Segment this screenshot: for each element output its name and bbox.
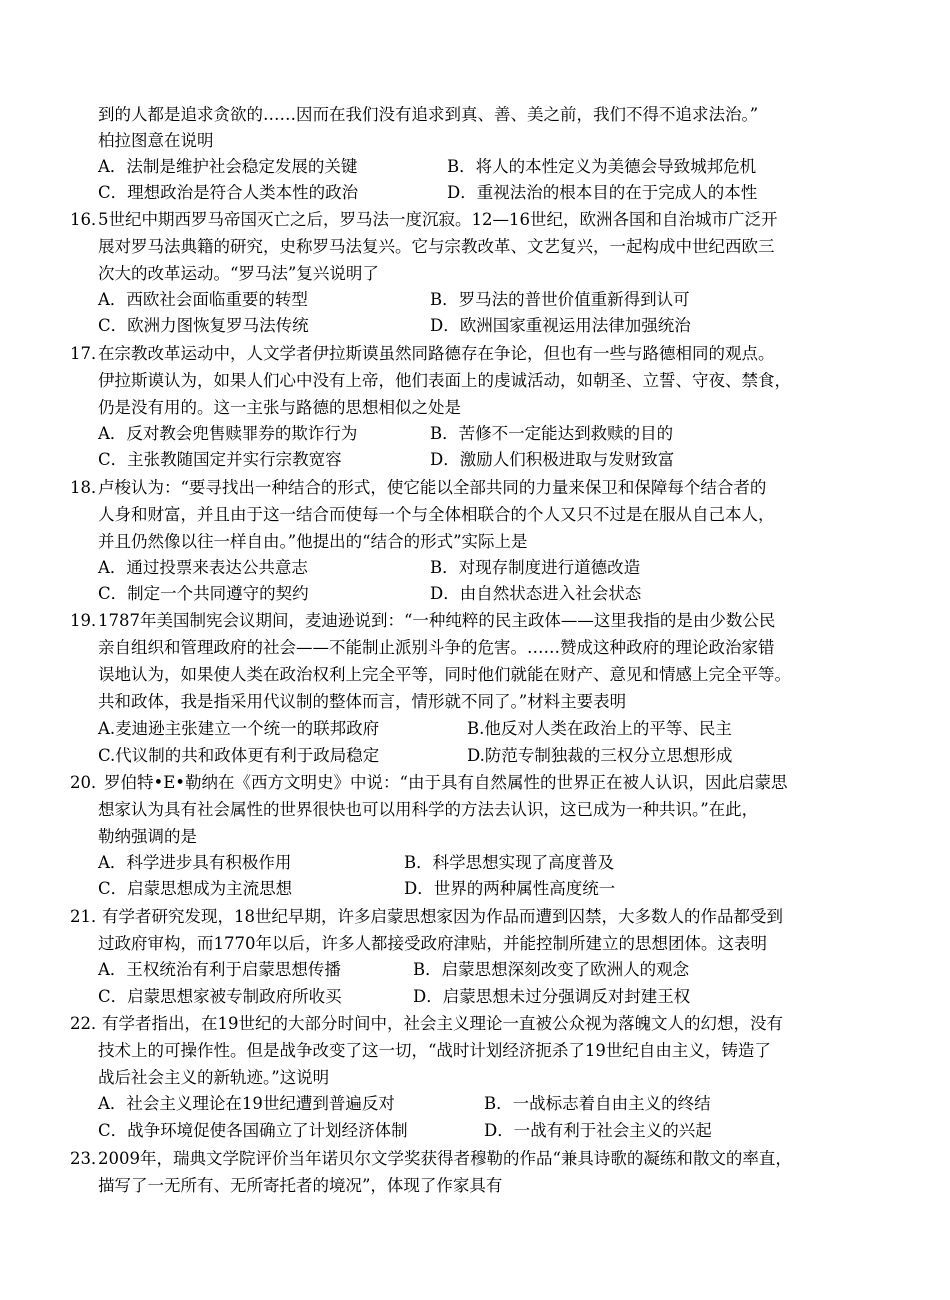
q19-option-b[interactable]: B.他反对人类在政治上的平等、民主 xyxy=(467,719,732,738)
q16-option-a[interactable]: A．西欧社会面临重要的转型 xyxy=(98,290,308,309)
q16-option-d[interactable]: D．欧洲国家重视运用法律加强统治 xyxy=(430,316,691,335)
q15-option-d[interactable]: D．重视法治的根本目的在于完成人的本性 xyxy=(447,183,758,202)
q20-option-d[interactable]: D．世界的两种属性高度统一 xyxy=(404,879,616,898)
q17-text-line-1: 在宗教改革运动中，人文学者伊拉斯谟虽然同路德存在争论，但也有一些与路德相同的观点。 xyxy=(98,344,775,363)
q22-text-line-2: 技术上的可操作性。但是战争改变了这一切，“战时计划经济扼杀了19世纪自由主义，铸造了 xyxy=(98,1041,771,1060)
q19-text-line-3: 误地认为，如果使人类在政治权利上完全平等，同时他们就能在财产、意见和情感上完全平等。 xyxy=(98,665,791,684)
q22-number: 22． xyxy=(70,1014,108,1033)
q17-option-d[interactable]: D．激励人们积极进取与发财致富 xyxy=(430,450,675,469)
q21-number: 21． xyxy=(70,907,108,926)
q19-text-line-2: 亲自组织和管理政府的社会——不能制止派别斗争的危害。……赞成这种政府的理论政治家错 xyxy=(98,638,775,657)
q16-option-c[interactable]: C．欧洲力图恢复罗马法传统 xyxy=(98,316,309,335)
q21-text-line-1: 有学者研究发现，18世纪早期，许多启蒙思想家因为作品而遭到囚禁，大多数人的作品都受到 xyxy=(102,907,783,926)
q20-option-a[interactable]: A．科学进步具有积极作用 xyxy=(98,853,292,872)
q19-option-a[interactable]: A.麦迪逊主张建立一个统一的联邦政府 xyxy=(98,719,380,738)
q21-option-b[interactable]: B．启蒙思想深刻改变了欧洲人的观念 xyxy=(413,960,690,979)
q15-option-c[interactable]: C．理想政治是符合人类本性的政治 xyxy=(98,183,359,202)
q19-text-line-4: 共和政体，我是指采用代议制的整体而言，情形就不同了。”材料主要表明 xyxy=(98,692,627,711)
q18-text-line-2: 人身和财富，并且由于这一结合而使每一个与全体相联合的个人又只不过是在服从自己本人， xyxy=(98,505,775,524)
q22-option-a[interactable]: A．社会主义理论在19世纪遭到普遍反对 xyxy=(98,1094,395,1113)
q22-option-b[interactable]: B．一战标志着自由主义的终结 xyxy=(484,1094,711,1113)
q20-text-line-1: 罗伯特•E•勒纳在《西方文明史》中说：“由于具有自然属性的世界正在被人认识，因此启蒙思 xyxy=(104,773,788,792)
q20-text-line-3: 勒纳强调的是 xyxy=(98,827,197,846)
q16-option-b[interactable]: B．罗马法的普世价值重新得到认可 xyxy=(430,290,690,309)
q23-text-line-1: 2009年，瑞典文学院评价当年诺贝尔文学奖获得者穆勒的作品“兼具诗歌的凝练和散文的率直， xyxy=(98,1149,792,1168)
q15-text-line-1: 到的人都是追求贪欲的……因而在我们没有追求到真、善、美之前，我们不得不追求法治。” xyxy=(98,105,759,124)
q21-option-c[interactable]: C．启蒙思想家被专制政府所收买 xyxy=(98,987,342,1006)
q23-text-line-2: 描写了一无所有、无所寄托者的境况”，体现了作家具有 xyxy=(98,1176,503,1195)
q20-option-c[interactable]: C．启蒙思想成为主流思想 xyxy=(98,879,293,898)
q20-number: 20． xyxy=(70,773,108,792)
q16-text-line-2: 展对罗马法典籍的研究，史称罗马法复兴。它与宗教改革、文艺复兴，一起构成中世纪西欧三 xyxy=(98,237,775,256)
q17-option-c[interactable]: C．主张教随国定并实行宗教宽容 xyxy=(98,450,342,469)
q16-text-line-3: 次大的改革运动。“罗马法”复兴说明了 xyxy=(98,264,379,283)
q19-option-c[interactable]: C.代议制的共和政体更有利于政局稳定 xyxy=(98,746,380,765)
q15-option-b[interactable]: B．将人的本性定义为美德会导致城邦危机 xyxy=(447,157,757,176)
q17-text-line-3: 仍是没有用的。这一主张与路德的思想相似之处是 xyxy=(98,398,461,417)
q18-option-b[interactable]: B．对现存制度进行道德改造 xyxy=(430,558,641,577)
q19-text-line-1: 1787年美国制宪会议期间，麦迪逊说到：“一种纯粹的民主政体——这里我指的是由少数公民 xyxy=(98,611,776,630)
q22-text-line-3: 战后社会主义的新轨迹。”这说明 xyxy=(98,1068,330,1087)
q15-option-a[interactable]: A．法制是维护社会稳定发展的关键 xyxy=(98,157,358,176)
q15-text-line-2: 柏拉图意在说明 xyxy=(98,131,214,150)
q20-text-line-2: 想家认为具有社会属性的世界很快也可以用科学的方法去认识，这已成为一种共识。”在此， xyxy=(98,800,759,819)
q17-text-line-2: 伊拉斯谟认为，如果人们心中没有上帝，他们表面上的虔诚活动，如朝圣、立誓、守夜、禁食， xyxy=(98,371,791,390)
q18-option-c[interactable]: C．制定一个共同遵守的契约 xyxy=(98,584,309,603)
q17-option-a[interactable]: A．反对教会兜售赎罪券的欺诈行为 xyxy=(98,424,358,443)
q20-option-b[interactable]: B．科学思想实现了高度普及 xyxy=(404,853,615,872)
q18-number: 18． xyxy=(70,478,108,497)
q22-option-d[interactable]: D．一战有利于社会主义的兴起 xyxy=(484,1121,712,1140)
q18-text-line-3: 并且仍然像以往一样自由。”他提出的“结合的形式”实际上是 xyxy=(98,532,528,551)
q23-number: 23． xyxy=(70,1149,108,1168)
q21-text-line-2: 过政府审构，而1770年以后，许多人都接受政府津贴，并能控制所建立的思想团体。这表明 xyxy=(98,934,767,953)
q16-text-line-1: 5世纪中期西罗马帝国灭亡之后，罗马法一度沉寂。12—16世纪，欧洲各国和自治城市广泛开 xyxy=(98,210,778,229)
q16-number: 16． xyxy=(70,210,108,229)
q21-option-a[interactable]: A．王权统治有利于启蒙思想传播 xyxy=(98,960,341,979)
q18-option-d[interactable]: D．由自然状态进入社会状态 xyxy=(430,584,642,603)
q22-option-c[interactable]: C．战争环境促使各国确立了计划经济体制 xyxy=(98,1121,408,1140)
q21-option-d[interactable]: D．启蒙思想未过分强调反对封建王权 xyxy=(413,987,691,1006)
q17-number: 17． xyxy=(70,344,108,363)
q18-text-line-1: 卢梭认为：“要寻找出一种结合的形式，使它能以全部共同的力量来保卫和保障每个结合者的 xyxy=(98,478,767,497)
q18-option-a[interactable]: A．通过投票来表达公共意志 xyxy=(98,558,308,577)
q19-option-d[interactable]: D.防范专制独裁的三权分立思想形成 xyxy=(467,746,733,765)
q17-option-b[interactable]: B．苦修不一定能达到救赎的目的 xyxy=(430,424,674,443)
q22-text-line-1: 有学者指出，在19世纪的大部分时间中，社会主义理论一直被公众视为落魄文人的幻想，没有 xyxy=(102,1014,783,1033)
q19-number: 19． xyxy=(70,611,108,630)
